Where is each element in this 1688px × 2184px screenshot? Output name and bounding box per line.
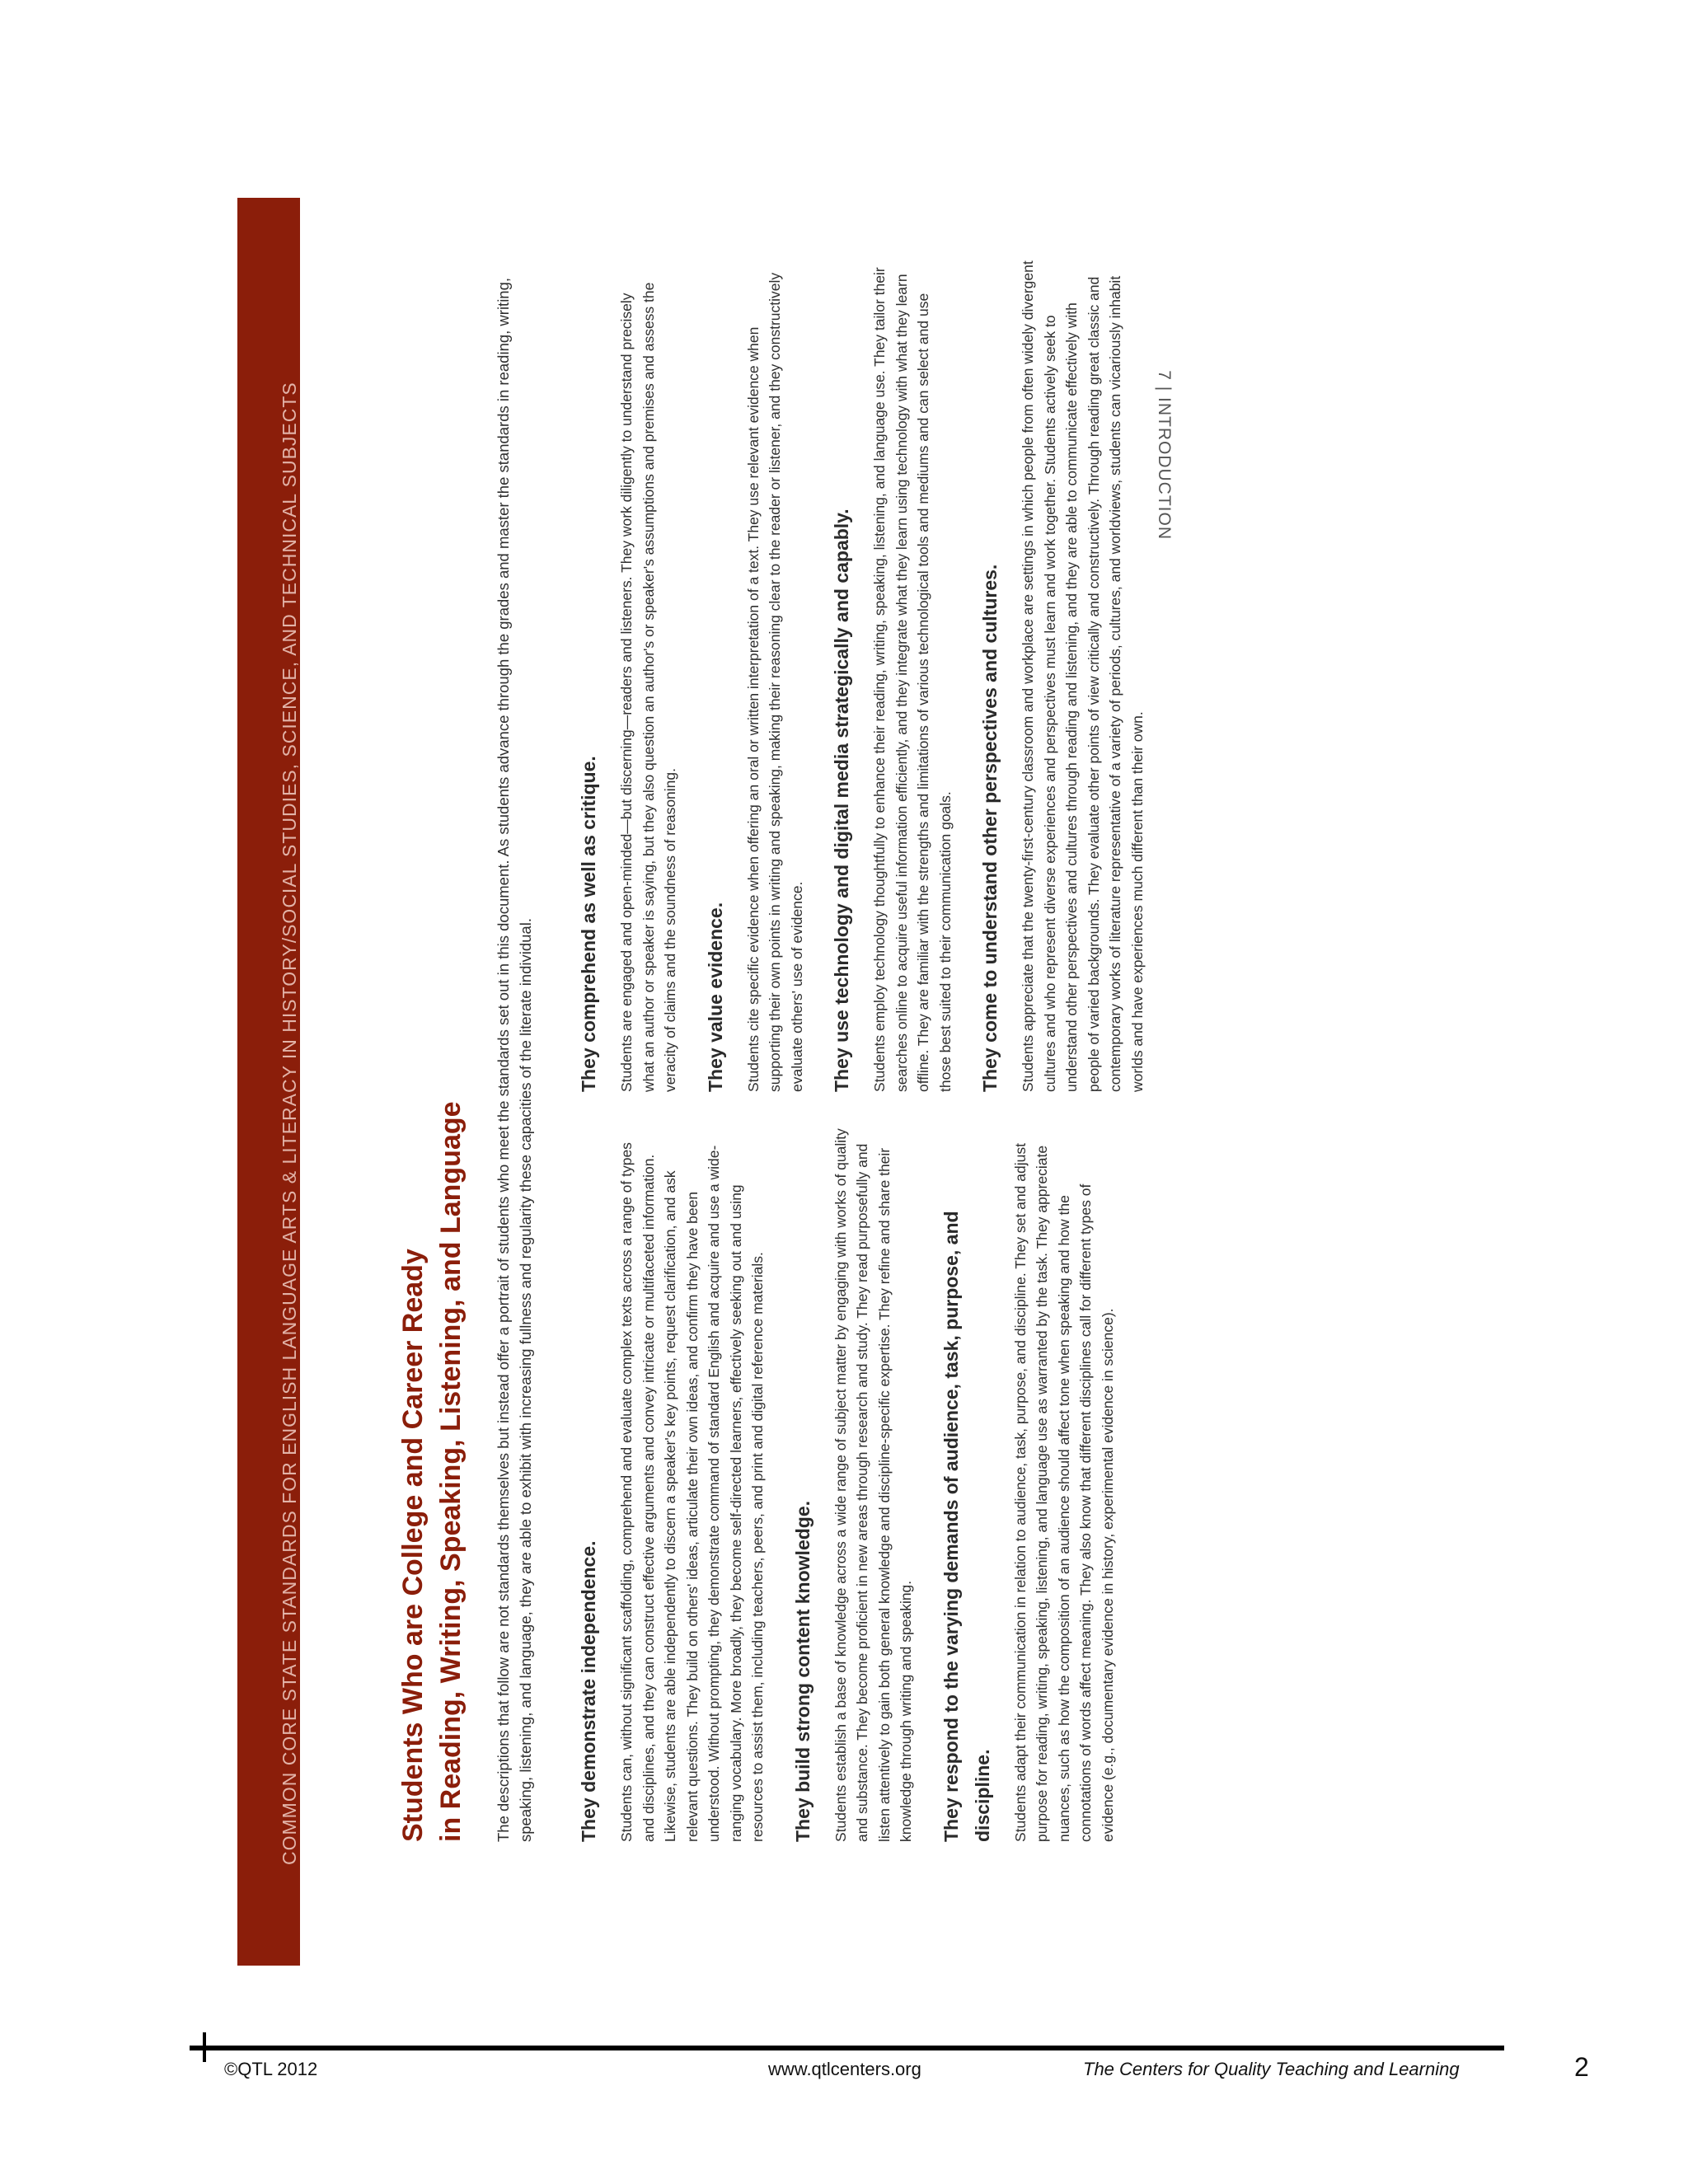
section-heading: They comprehend as well as critique. (578, 756, 599, 1092)
section-critique (573, 260, 682, 1092)
section-body: Students appreciate that the twenty-first-century classroom and workplace are settings in which people from often widely divergent cultures and who represent diverse experiences and perspectives must learn and work together. Students actively seek to understand other perspectives and cultures through reading and listening, and they are able to communicate effectively with people of varied backgrounds. They evaluate other points of view critically and constructively. Through reading great classic and contemporary works of literature representative of a variety of periods, cultures, and worldviews, students can vicariously inhabit worlds and have experiences much different than their own. (1020, 260, 1146, 1092)
section-body: Students employ technology thoughtfully to enhance their reading, writing, speaking, listening, and language use. They tailor their searches online to acquire useful information efficiently, and they integrate what they learn using technology with what they learn offline. They are familiar with the strengths and limitations of various technological tools and mediums and can select and use those best suited to their communication goals. (871, 267, 954, 1092)
right-column (573, 260, 1166, 1092)
page-title (394, 276, 470, 1842)
section-body: Students are engaged and open-minded—but discerning—readers and listeners. They work diligently to understand precisely what an author or speaker is saying, but they also question an author's or speaker's assumptions and premises and assess the veracity of claims and the soundness of reasoning. (618, 282, 678, 1092)
section-heading: They build strong content knowledge. (791, 1500, 814, 1842)
section-heading: They respond to the varying demands of audience, task, purpose, and discipline. (940, 1211, 993, 1842)
section-heading: They come to understand other perspectives and cultures. (979, 564, 1001, 1092)
section-technology (826, 260, 956, 1092)
section-independence (573, 1125, 769, 1842)
section-body: Students establish a base of knowledge across a wide range of subject matter by engaging with works of quality and substance. They become proficient in new areas through research and study. They read purposefully and listen attentively to gain both general knowledge and discipline-specific expertise. They refine and share their knowledge through writing and speaking. (832, 1128, 914, 1842)
banner-text: COMMON CORE STATE STANDARDS FOR ENGLISH LANGUAGE ARTS & LITERACY IN HISTORY/SOCIAL STUDIES, SCIENCE, AND TECHNICAL SUBJECTS (279, 382, 300, 1865)
footer-rule (190, 2046, 1504, 2050)
title-line-1: Students Who are College and Career Ready (397, 1249, 429, 1842)
section-body: Students cite specific evidence when offering an oral or written interpretation of a text. They use relevant evidence when supporting their own points in writing and speaking, making their reasoning clear to the reader or listener, and they constructively evaluate others' use of evidence. (744, 272, 805, 1092)
inner-page-footer: 7 | INTRODUCTION (1155, 370, 1174, 540)
left-column (573, 1125, 1137, 1842)
section-audience (935, 1125, 1119, 1842)
title-line-2: in Reading, Writing, Speaking, Listening, and Language (435, 1101, 467, 1842)
section-evidence (700, 260, 809, 1092)
section-heading: They value evidence. (704, 902, 726, 1092)
intro-paragraph: The descriptions that follow are not standards themselves but instead offer a portrait of students who meet the standards set out in this document. As students advance through the grades and master the standards in reading, writing, speaking, listening, and language, they are able to exhibit with increasing fullness and regularity these capacities of the literate individual. (494, 277, 534, 1842)
section-perspectives (974, 260, 1148, 1092)
footer-copyright: ©QTL 2012 (224, 2059, 318, 2079)
section-heading: They use technology and digital media strategically and capably. (831, 509, 852, 1092)
page-number: 2 (1574, 2052, 1589, 2082)
section-heading: They demonstrate independence. (578, 1540, 599, 1842)
footer-organization: The Centers for Quality Teaching and Learning (1083, 2059, 1460, 2079)
section-body: Students adapt their communication in relation to audience, task, purpose, and discipline. They set and adjust purpose for reading, writing, speaking, listening, and language use as warranted by the task. They appreciate nuances, such as how the composition of an audience should affect tone when speaking and how the connotations of words affect meaning. They also know that different disciplines call for different types of evidence (e.g., documentary evidence in history, experimental evidence in science). (1011, 1143, 1116, 1842)
footer-website: www.qtlcenters.org (768, 2059, 921, 2079)
section-body: Students can, without significant scaffolding, comprehend and evaluate complex texts across a range of types and disciplines, and they can construct effective arguments and convey intricate or multifaceted information. Likewise, students are able independently to discern a speaker's key points, request clarification, and ask relevant questions. They build on others' ideas, articulate their own ideas, and confirm they have been understood. Without prompting, they demonstrate command of standard English and acquire and use a wide-ranging vocabulary. More broadly, they become self-directed learners, effectively seeking out and using resources to assist them, including teachers, peers, and print and digital reference materials. (618, 1142, 766, 1842)
section-content-knowledge (787, 1125, 917, 1842)
